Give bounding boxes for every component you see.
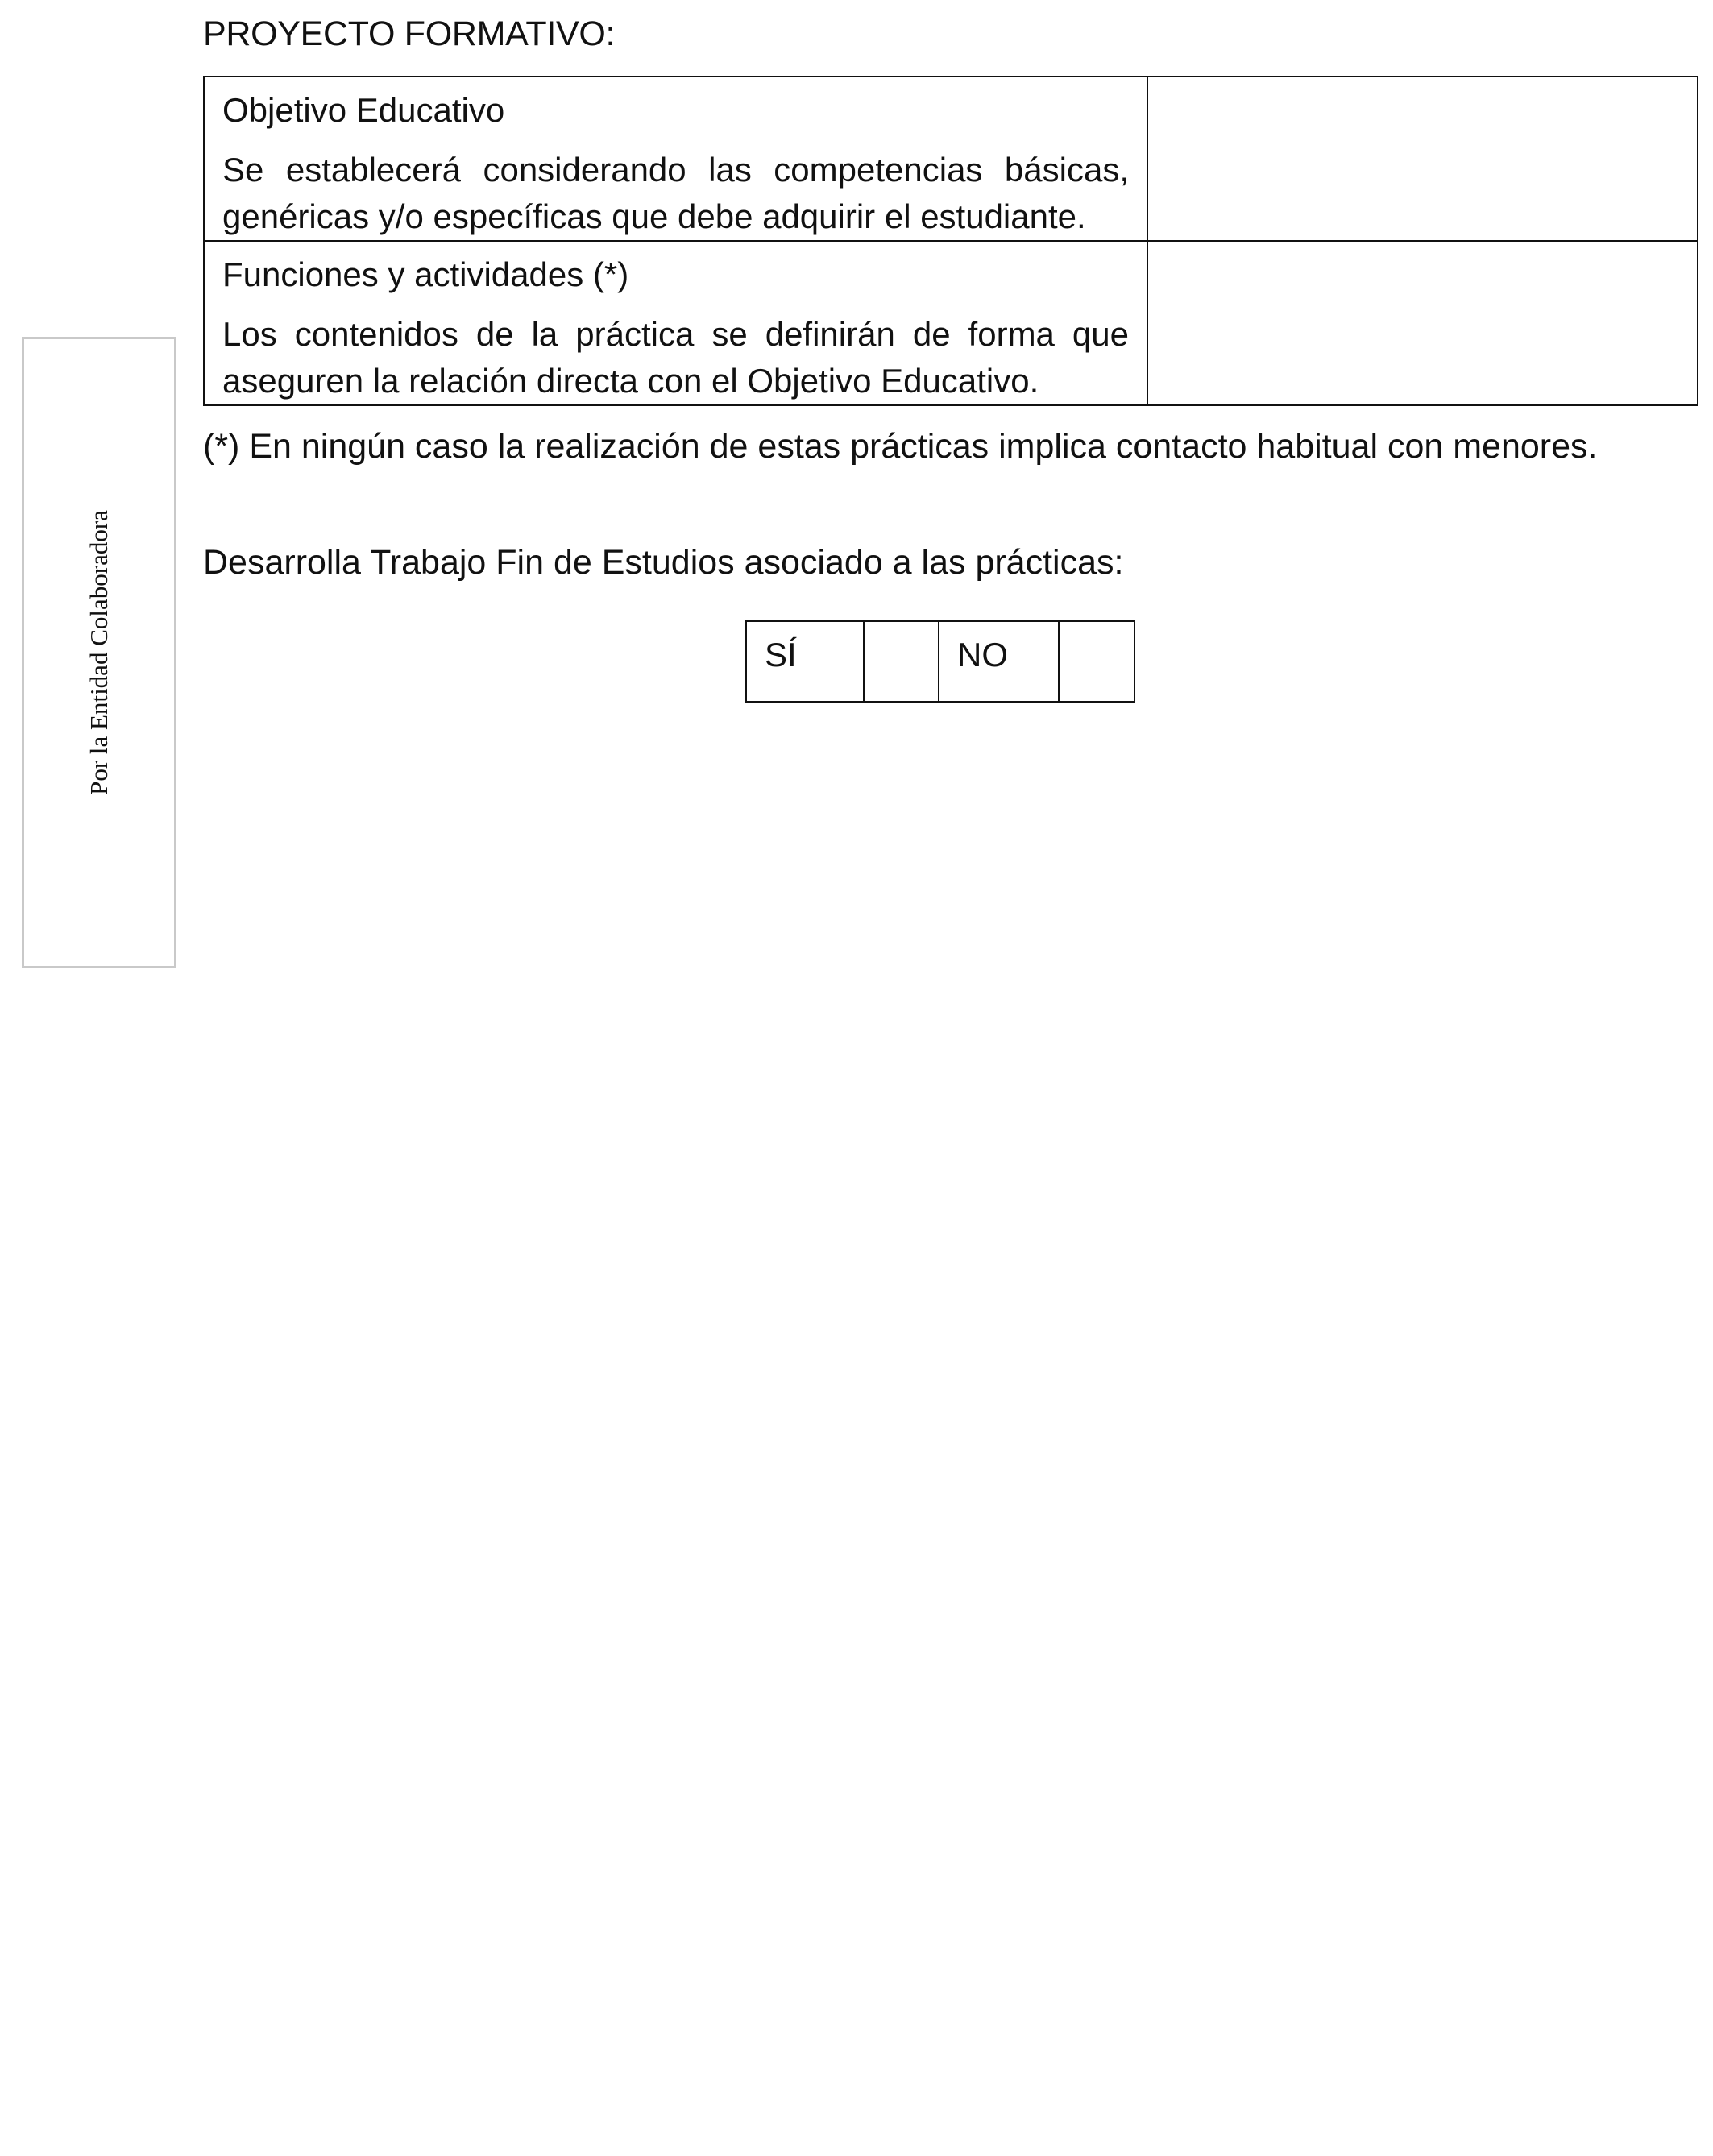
functions-value-cell[interactable] [1147, 241, 1698, 405]
yes-label-cell: SÍ [746, 621, 864, 702]
functions-title: Funciones y actividades (*) [222, 255, 629, 293]
yes-checkbox-cell[interactable] [864, 621, 939, 702]
objective-value-cell[interactable] [1147, 77, 1698, 241]
no-label-cell: NO [939, 621, 1059, 702]
footnote: (*) En ningún caso la realización de estas prácticas implica contacto habitual con menores. [203, 427, 1598, 466]
table-row [746, 621, 1134, 702]
table-row [204, 77, 1698, 241]
objective-description: Se establecerá considerando las competencias básicas, genéricas y/o específicas que debe adquirir el estudiante. [222, 151, 1129, 235]
functions-description: Los contenidos de la práctica se definirán de forma que aseguren la relación directa con el Objetivo Educativo. [222, 315, 1129, 400]
final-project-question: Desarrolla Trabajo Fin de Estudios asociado a las prácticas: [203, 543, 1124, 582]
objective-title: Objetivo Educativo [222, 91, 505, 129]
no-checkbox-cell[interactable] [1059, 621, 1134, 702]
yes-no-table [745, 620, 1135, 703]
section-heading: PROYECTO FORMATIVO: [203, 15, 616, 53]
functions-label-cell [204, 241, 1147, 405]
table-row [204, 241, 1698, 405]
stamp-box-label: Por la Entidad Colaboradora [85, 510, 113, 795]
collaborating-entity-stamp-box [22, 337, 176, 968]
training-project-table [203, 76, 1698, 406]
objective-label-cell [204, 77, 1147, 241]
